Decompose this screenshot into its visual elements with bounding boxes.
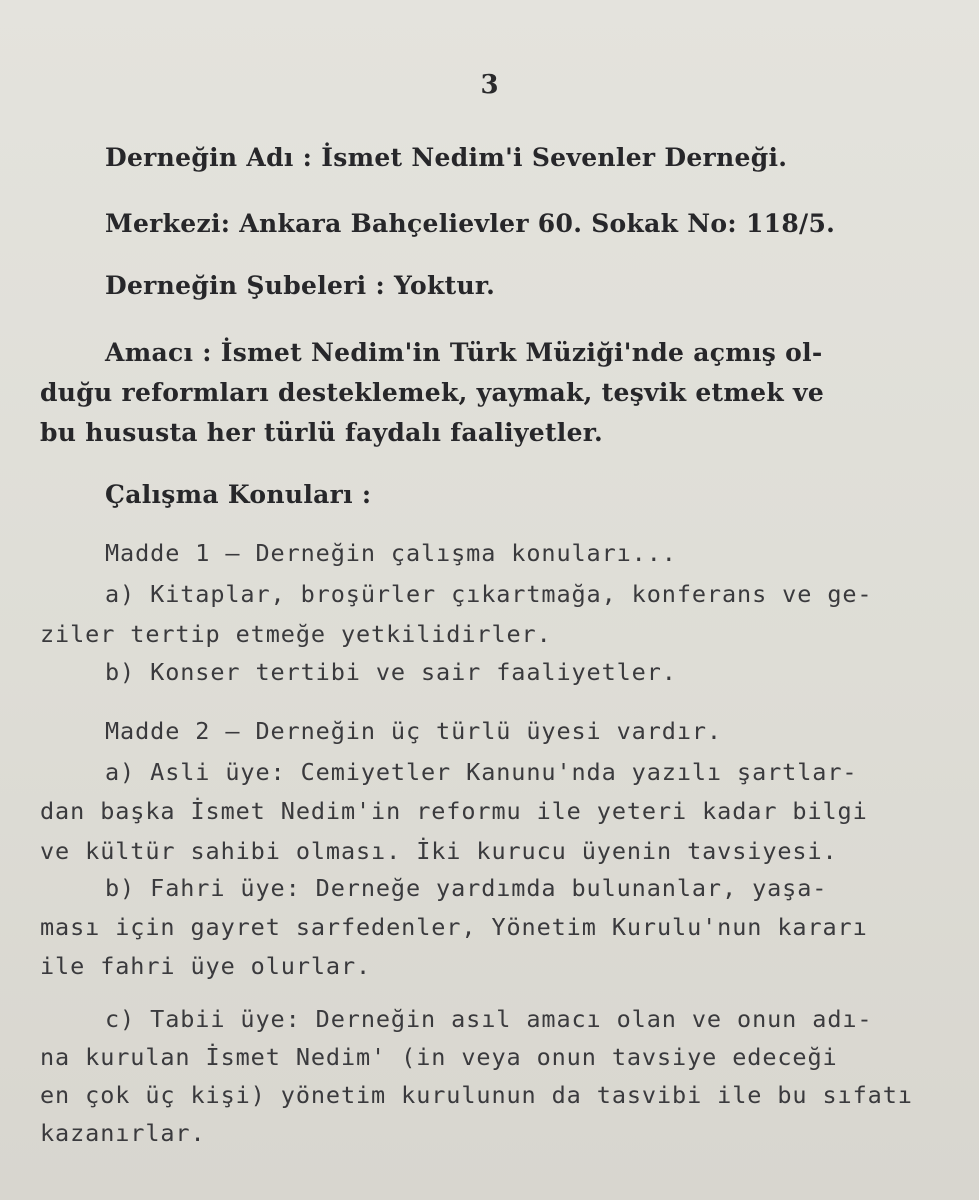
- article-2-item-b-line-1: b) Fahri üye: Derneğe yardımda bulunanlar, yaşa-: [105, 874, 828, 902]
- association-name-line: Derneğin Adı : İsmet Nedim'i Sevenler Derneği.: [105, 143, 788, 172]
- article-2-item-b-line-3: ile fahri üye olurlar.: [40, 952, 372, 980]
- article-1-item-b-line-1: b) Konser tertibi ve sair faaliyetler.: [105, 658, 677, 686]
- article-1-title: Madde 1 — Derneğin çalışma konuları...: [105, 539, 677, 567]
- association-branches-line: Derneğin Şubeleri : Yoktur.: [105, 271, 496, 300]
- article-2-item-a-line-2: dan başka İsmet Nedim'in reformu ile yeteri kadar bilgi: [40, 797, 868, 825]
- article-2-item-a-line-3: ve kültür sahibi olması. İki kurucu üyenin tavsiyesi.: [40, 837, 838, 865]
- purpose-line-2: duğu reformları desteklemek, yaymak, teşvik etmek ve: [40, 378, 825, 407]
- article-2-item-c-line-1: c) Tabii üye: Derneğin asıl amacı olan ve onun adı-: [105, 1005, 873, 1033]
- article-2-item-c-line-2: na kurulan İsmet Nedim' (in veya onun tavsiye edeceği: [40, 1043, 838, 1071]
- page-number: 3: [480, 70, 499, 100]
- purpose-line-3: bu hususta her türlü faydalı faaliyetler.: [40, 418, 603, 447]
- purpose-line-1: Amacı : İsmet Nedim'in Türk Müziği'nde açmış ol-: [105, 338, 823, 367]
- article-2-item-c-line-4: kazanırlar.: [40, 1119, 206, 1147]
- article-2-item-b-line-2: ması için gayret sarfedenler, Yönetim Kurulu'nun kararı: [40, 913, 868, 941]
- article-1-item-a-line-2: ziler tertip etmeğe yetkilidirler.: [40, 620, 552, 648]
- article-2-item-a-line-1: a) Asli üye: Cemiyetler Kanunu'nda yazılı şartlar-: [105, 758, 858, 786]
- article-2-title: Madde 2 — Derneğin üç türlü üyesi vardır.: [105, 717, 722, 745]
- association-center-line: Merkezi: Ankara Bahçelievler 60. Sokak No: 118/5.: [105, 209, 836, 238]
- article-2-item-c-line-3: en çok üç kişi) yönetim kurulunun da tasvibi ile bu sıfatı: [40, 1081, 913, 1109]
- work-topics-heading: Çalışma Konuları :: [105, 480, 372, 509]
- article-1-item-a-line-1: a) Kitaplar, broşürler çıkartmağa, konferans ve ge-: [105, 580, 873, 608]
